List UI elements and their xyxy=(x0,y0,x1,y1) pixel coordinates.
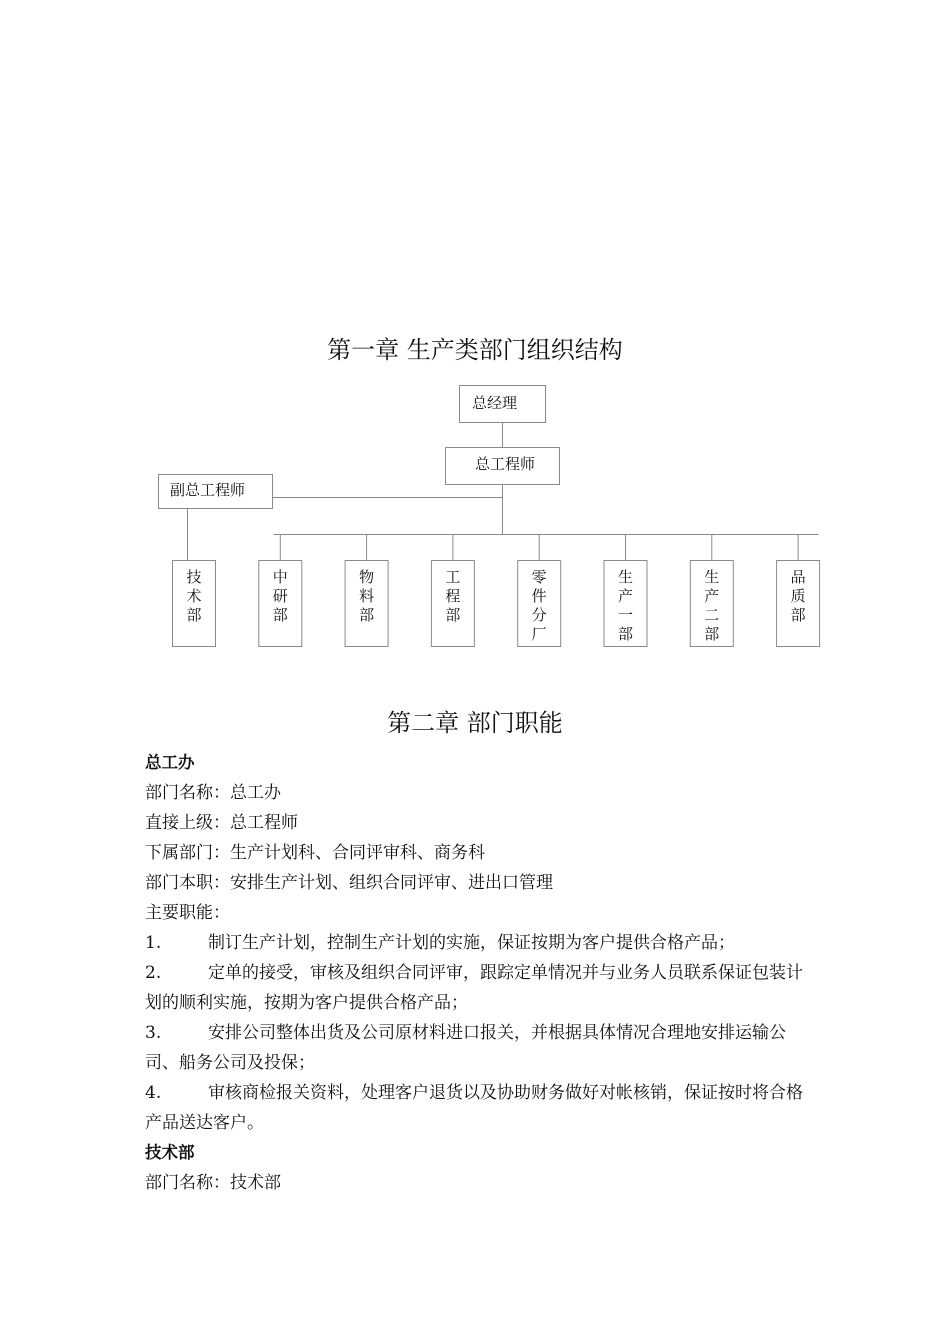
department-label-char: 部 xyxy=(617,624,633,643)
org-chart xyxy=(0,0,950,660)
department-label-char: 生 xyxy=(704,567,720,586)
item-text: 审核商检报关资料，处理客户退货以及协助财务做好对帐核销，保证按时将合格产品送达客户。 xyxy=(145,1083,803,1133)
department-label-char: 程 xyxy=(445,586,461,605)
function-item xyxy=(145,1018,815,1078)
department-label-char: 生 xyxy=(617,567,633,586)
item-text: 制订生产计划，控制生产计划的实施，保证按期为客户提供合格产品； xyxy=(208,933,735,953)
subordinate-departments-line: 下属部门：生产计划科、合同评审科、商务科 xyxy=(145,843,485,863)
department-name-line: 部门名称：技术部 xyxy=(145,1173,281,1193)
department-label-char: 工 xyxy=(445,567,461,586)
function-item xyxy=(145,1078,815,1138)
item-number: 2. xyxy=(145,963,162,983)
department-label xyxy=(347,568,387,625)
department-label-char: 技 xyxy=(186,567,202,586)
department-label-char: 分 xyxy=(531,605,547,624)
department-label-char: 厂 xyxy=(531,624,547,643)
item-text: 定单的接受，审核及组织合同评审，跟踪定单情况并与业务人员联系保证包装计划的顺利实施，按期为客户提供合格产品； xyxy=(145,963,803,1013)
main-functions-label: 主要职能： xyxy=(145,903,230,923)
department-label-char: 质 xyxy=(790,586,806,605)
department-label xyxy=(260,568,300,625)
department-duty-line: 部门本职：安排生产计划、组织合同评审、进出口管理 xyxy=(145,873,553,893)
department-label-char: 部 xyxy=(272,605,288,624)
department-label-char: 术 xyxy=(186,586,202,605)
department-label xyxy=(692,568,732,644)
department-label xyxy=(606,568,646,644)
section-heading: 总工办 xyxy=(145,753,195,772)
department-label-char: 部 xyxy=(445,605,461,624)
item-number: 3. xyxy=(145,1023,162,1043)
department-label-char: 部 xyxy=(359,605,375,624)
item-text: 安排公司整体出货及公司原材料进口报关，并根据具体情况合理地安排运输公司、船务公司及投保； xyxy=(145,1023,786,1073)
item-number: 1. xyxy=(145,933,162,953)
department-label-char: 产 xyxy=(617,586,633,605)
direct-superior-line: 直接上级：总工程师 xyxy=(145,813,298,833)
chapter-2-title: 第二章 部门职能 xyxy=(387,709,563,737)
department-label-char: 零 xyxy=(531,567,547,586)
department-label-char: 料 xyxy=(359,586,375,605)
department-label-char: 品 xyxy=(790,567,806,586)
department-label-char: 产 xyxy=(704,586,720,605)
department-label-char: 二 xyxy=(704,605,720,624)
chapter-1-title: 第一章 生产类部门组织结构 xyxy=(327,336,623,364)
department-label-char: 中 xyxy=(272,567,288,586)
department-functions xyxy=(145,748,815,1198)
label-general-manager: 总经理 xyxy=(472,394,518,412)
department-label-char: 件 xyxy=(531,586,547,605)
department-label xyxy=(778,568,818,625)
label-chief-engineer: 总工程师 xyxy=(475,455,536,473)
department-label-char: 物 xyxy=(359,567,375,586)
function-item xyxy=(145,958,815,1018)
department-label xyxy=(519,568,559,644)
department-name-line: 部门名称：总工办 xyxy=(145,783,281,803)
label-deputy-chief-engineer: 副总工程师 xyxy=(170,481,246,499)
department-label xyxy=(174,568,214,625)
department-label-char: 研 xyxy=(272,586,288,605)
item-number: 4. xyxy=(145,1083,162,1103)
function-item xyxy=(145,928,815,958)
department-label-char: 部 xyxy=(704,624,720,643)
department-label xyxy=(433,568,473,625)
section-heading: 技术部 xyxy=(145,1143,195,1162)
department-label-char: 部 xyxy=(186,605,202,624)
department-label-char: 部 xyxy=(790,605,806,624)
department-label-char: 一 xyxy=(617,605,633,624)
